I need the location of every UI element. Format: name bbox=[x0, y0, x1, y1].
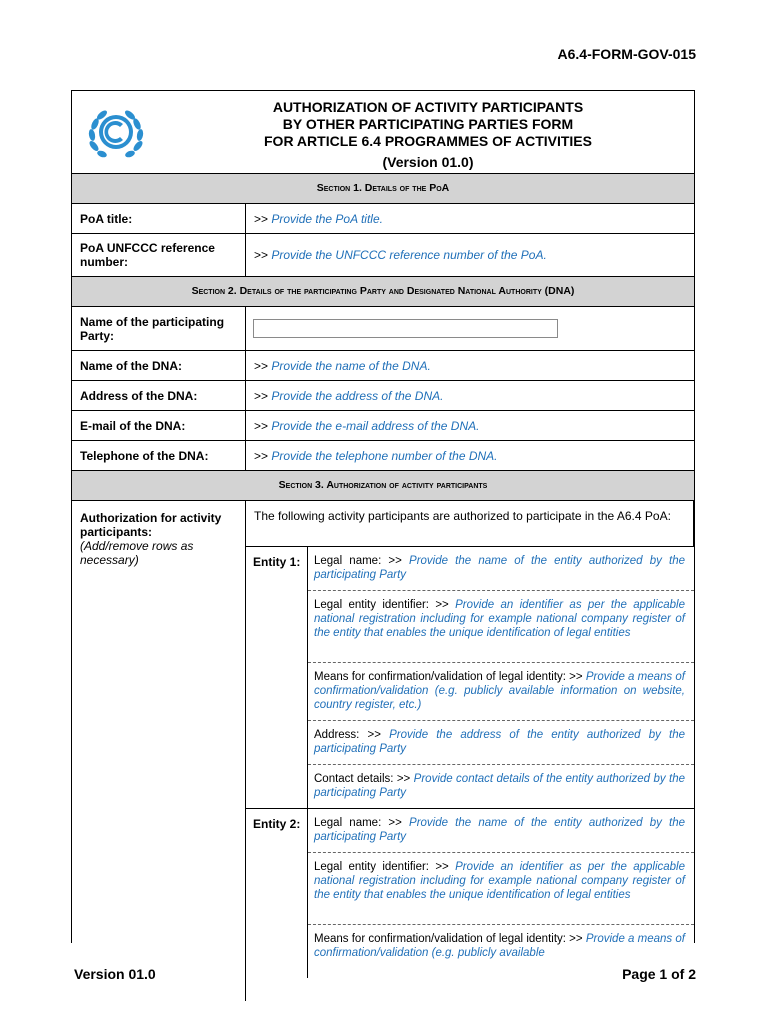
entity-1-identity-confirmation[interactable]: Means for confirmation/validation of legal identity: >> Provide a means of confirmation/validation (e.g. publicly available information on website, country register, etc.) bbox=[308, 663, 694, 721]
title-line-3: FOR ARTICLE 6.4 PROGRAMMES OF ACTIVITIES bbox=[264, 133, 592, 149]
entity-2-fields bbox=[308, 809, 694, 978]
poa-title-row bbox=[72, 204, 694, 234]
dna-address-label: Address of the DNA: bbox=[72, 381, 246, 410]
entity-1-fields bbox=[308, 547, 694, 808]
dna-email-field[interactable]: >> Provide the e-mail address of the DNA. bbox=[254, 418, 480, 433]
authorization-content bbox=[246, 501, 694, 1001]
entity-1-contact-details[interactable]: Contact details: >> Provide contact details of the entity authorized by the participating Party bbox=[314, 773, 685, 799]
footer-version: Version 01.0 bbox=[74, 966, 156, 982]
entity-1 bbox=[246, 547, 694, 809]
authorization-label-cell bbox=[72, 501, 246, 1001]
section-1-heading: Section 1. Details of the PoA bbox=[72, 174, 694, 204]
dna-telephone-field[interactable]: >> Provide the telephone number of the DNA. bbox=[254, 448, 498, 463]
dna-email-row bbox=[72, 411, 694, 441]
poa-title-label: PoA title: bbox=[72, 204, 246, 233]
title-line-1: AUTHORIZATION OF ACTIVITY PARTICIPANTS bbox=[272, 99, 584, 115]
entity-2 bbox=[246, 809, 694, 978]
form-title bbox=[172, 99, 684, 171]
dna-name-field[interactable]: >> Provide the name of the DNA. bbox=[254, 358, 431, 373]
entity-1-legal-name[interactable]: Legal name: >> Provide the name of the entity authorized by the participating Party bbox=[308, 547, 694, 591]
poa-reference-row bbox=[72, 234, 694, 277]
party-name-label: Name of the participating Party: bbox=[72, 307, 246, 350]
entity-2-legal-identifier[interactable]: Legal entity identifier: >> Provide an identifier as per the applicable national registration including for example national company register of the entity that enables the unique identification of legal entities bbox=[308, 853, 694, 925]
document-id: A6.4-FORM-GOV-015 bbox=[557, 46, 696, 62]
section-2-heading: Section 2. Details of the participating Party and Designated National Authority (DNA) bbox=[72, 277, 694, 307]
entity-1-address[interactable]: Address: >> Provide the address of the entity authorized by the participating Party bbox=[308, 721, 694, 765]
dna-name-row bbox=[72, 351, 694, 381]
footer-page-number: Page 1 of 2 bbox=[622, 966, 696, 982]
dna-email-label: E-mail of the DNA: bbox=[72, 411, 246, 440]
form-header bbox=[72, 91, 694, 174]
party-name-cell bbox=[246, 307, 694, 350]
dna-telephone-label: Telephone of the DNA: bbox=[72, 441, 246, 470]
poa-reference-field[interactable]: >> Provide the UNFCCC reference number of the PoA. bbox=[254, 248, 547, 262]
entity-1-legal-identifier[interactable]: Legal entity identifier: >> Provide an identifier as per the applicable national registration including for example national company register of the entity that enables the unique identification of legal entities bbox=[308, 591, 694, 663]
entity-2-legal-name[interactable]: Legal name: >> Provide the name of the entity authorized by the participating Party bbox=[308, 809, 694, 853]
dna-name-label: Name of the DNA: bbox=[72, 351, 246, 380]
authorization-label: Authorization for activity participants: bbox=[80, 511, 222, 539]
authorization-intro: The following activity participants are authorized to participate in the A6.4 PoA: bbox=[246, 501, 694, 547]
party-name-row bbox=[72, 307, 694, 351]
party-name-input[interactable] bbox=[253, 319, 558, 338]
entity-2-label: Entity 2: bbox=[246, 809, 308, 978]
unfccc-logo bbox=[84, 105, 148, 159]
dna-address-field[interactable]: >> Provide the address of the DNA. bbox=[254, 388, 444, 403]
dna-telephone-row bbox=[72, 441, 694, 471]
title-line-2: BY OTHER PARTICIPATING PARTIES FORM bbox=[282, 116, 574, 132]
poa-reference-label: PoA UNFCCC reference number: bbox=[72, 234, 246, 276]
poa-title-field[interactable]: >> Provide the PoA title. bbox=[254, 211, 383, 226]
authorization-sublabel: (Add/remove rows as necessary) bbox=[80, 539, 194, 567]
dna-address-row bbox=[72, 381, 694, 411]
title-version: (Version 01.0) bbox=[382, 154, 474, 170]
authorization-block bbox=[72, 501, 694, 1001]
entity-2-identity-confirmation[interactable]: Means for confirmation/validation of legal identity: >> Provide a means of confirmation/validation (e.g. publicly available bbox=[314, 933, 685, 959]
section-3-heading: Section 3. Authorization of activity participants bbox=[72, 471, 694, 501]
form-table bbox=[71, 90, 695, 959]
entity-1-label: Entity 1: bbox=[246, 547, 308, 808]
